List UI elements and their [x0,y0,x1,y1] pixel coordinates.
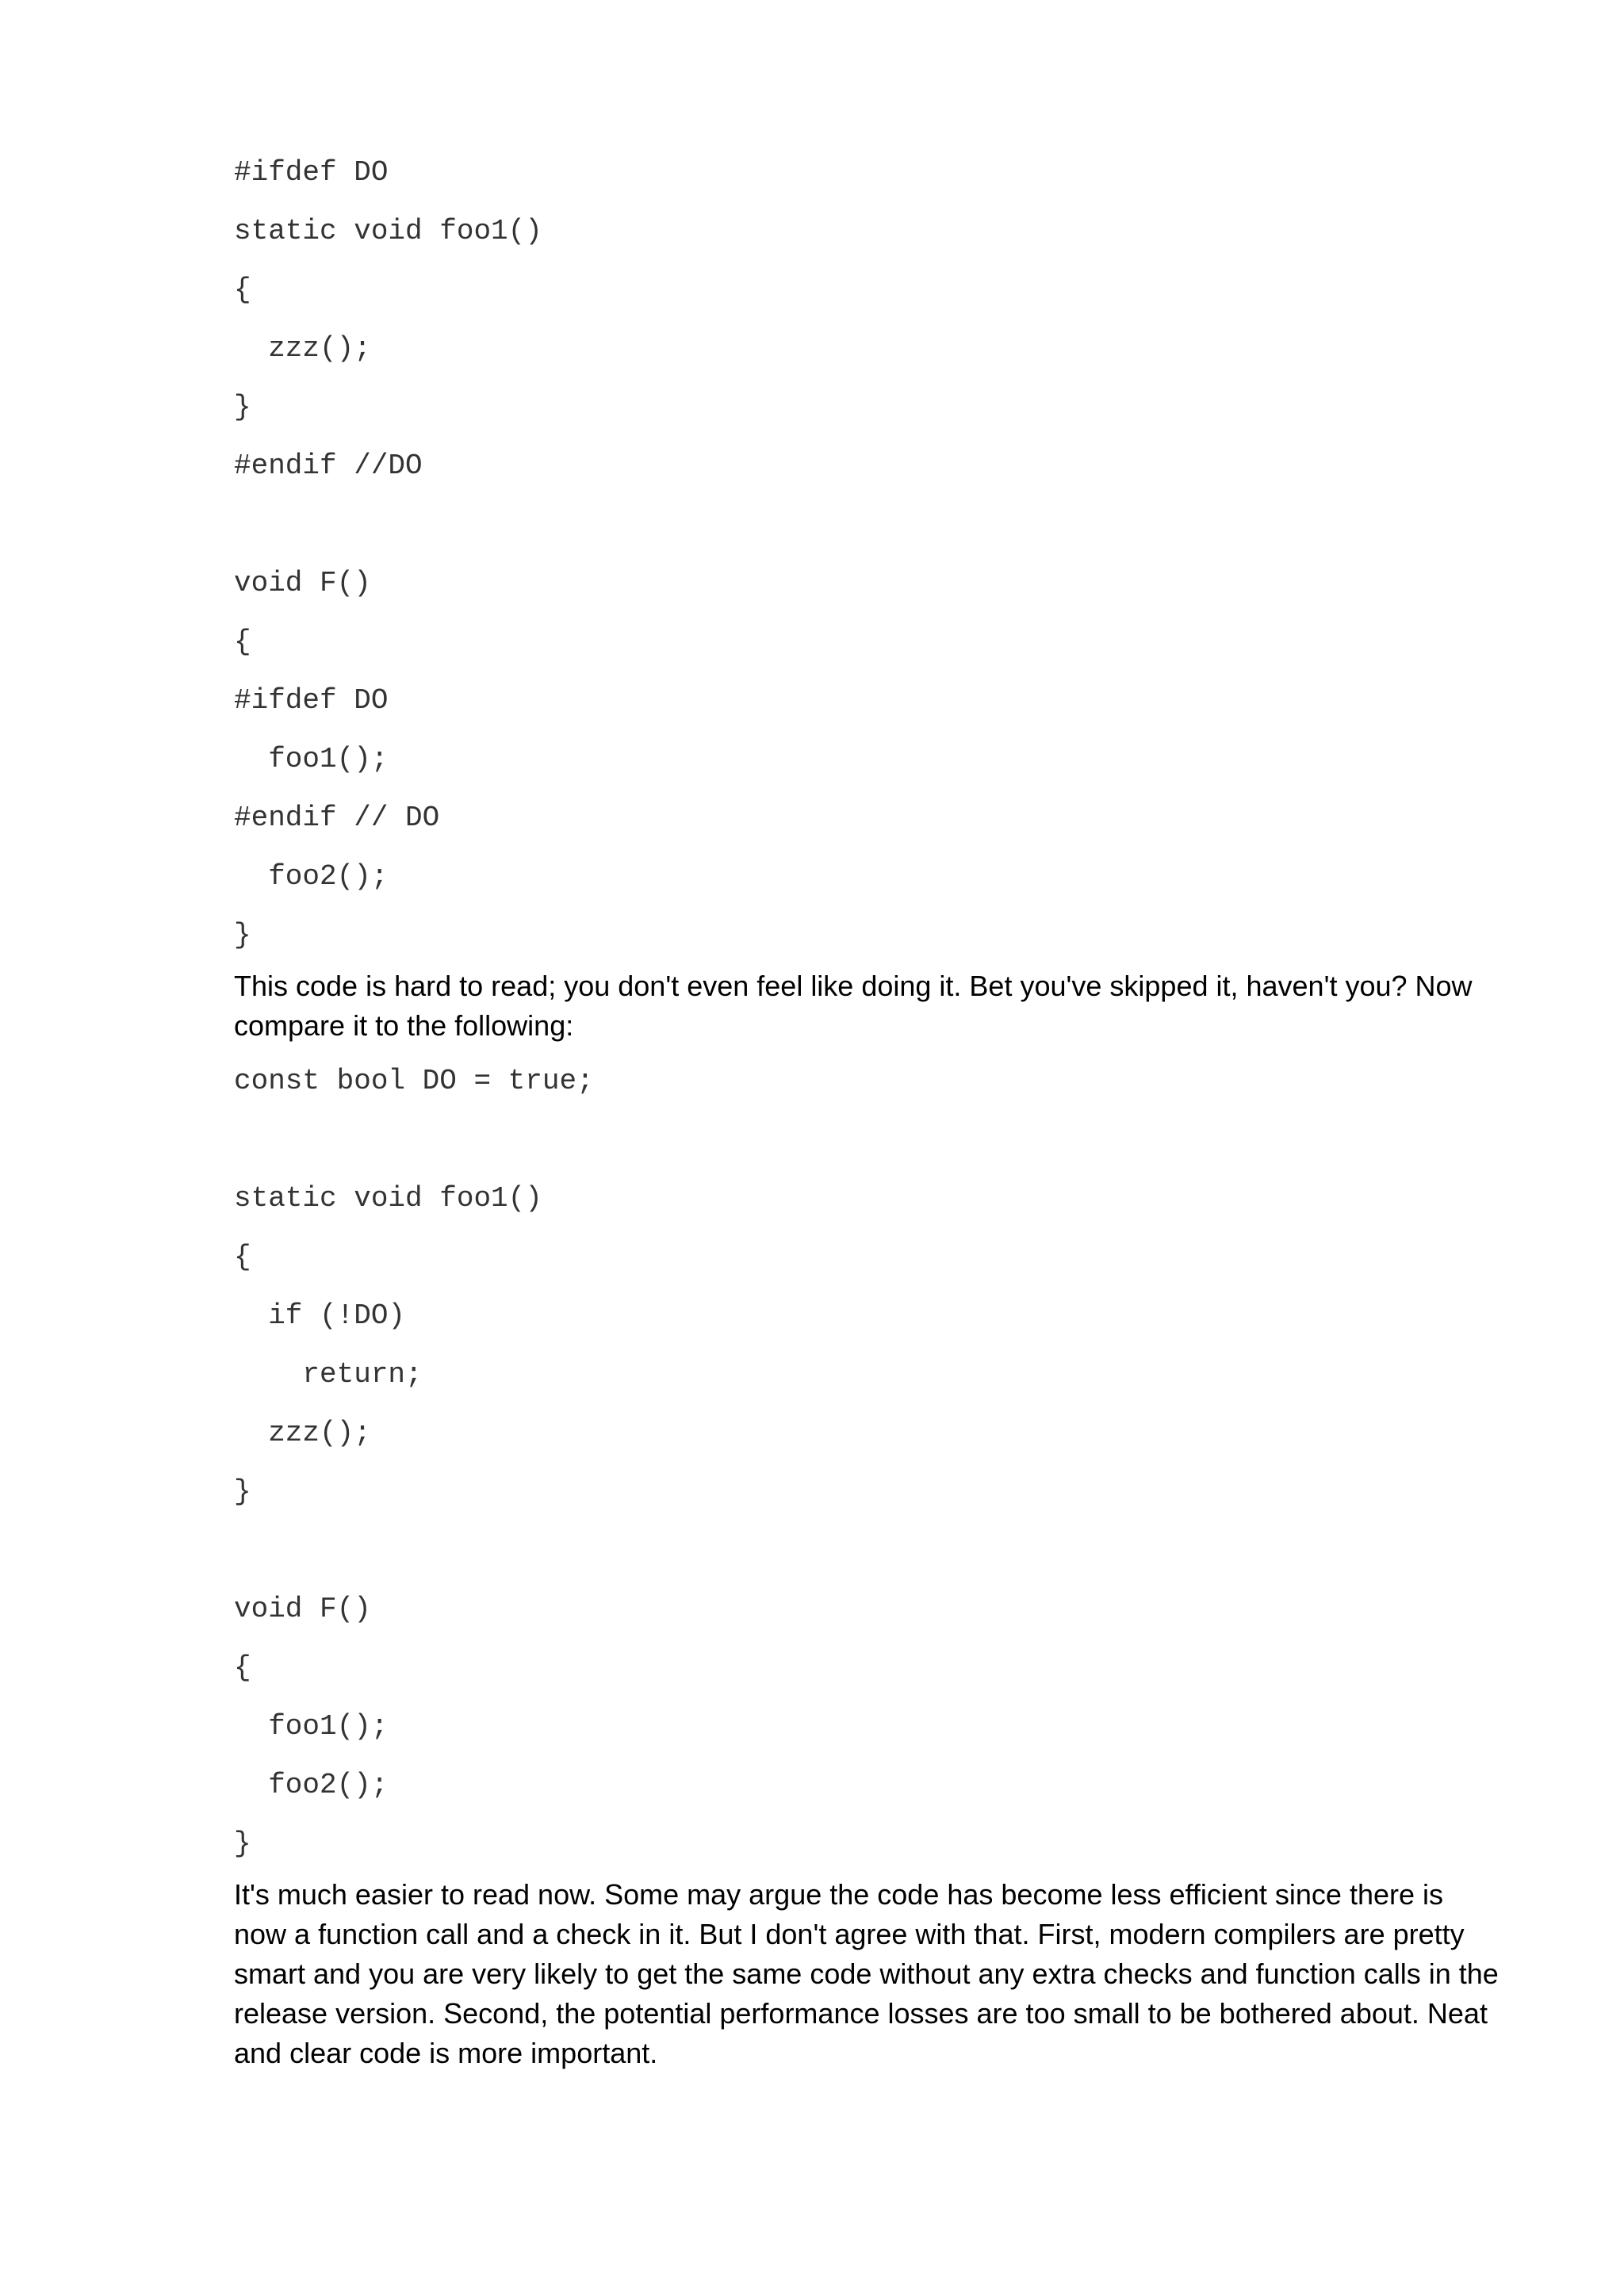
code-line: #endif // DO [234,802,440,834]
document-content [234,0,1503,2073]
paragraph-easier-to-read: It's much easier to read now. Some may argue the code has become less efficient since there is now a function call and a check in it. But I don't agree with that. First, modern compilers are pretty smart and you are very likely to get the same code without any extra checks and function calls in the release version. Second, the potential performance losses are too small to be bothered about. Neat and clear code is more important. [234,1878,1499,2069]
code-line: zzz(); [234,1417,371,1449]
code-line: static void foo1() [234,1182,542,1215]
code-line: foo2(); [234,1769,389,1801]
code-line: return; [234,1358,423,1391]
code-line: { [234,626,251,658]
code-line: { [234,1241,251,1273]
code-line: static void foo1() [234,215,542,247]
code-line-blank [234,1111,1503,1169]
code-line: foo1(); [234,743,389,775]
code-line-blank [234,496,1503,554]
code-line: void F() [234,567,371,599]
code-line: const bool DO = true; [234,1065,594,1097]
code-block-const-bool [234,1052,1503,1873]
code-line: #ifdef DO [234,684,389,717]
code-block-preprocessor [234,144,1503,965]
code-line: void F() [234,1593,371,1625]
code-line: } [234,1475,251,1508]
code-line: { [234,1651,251,1684]
code-line: #endif //DO [234,450,423,482]
code-line: foo2(); [234,860,389,893]
code-line: } [234,391,251,423]
code-line: } [234,1827,251,1860]
code-line: zzz(); [234,332,371,365]
code-line: { [234,274,251,306]
paragraph-hard-to-read: This code is hard to read; you don't even feel like doing it. Bet you've skipped it, haven't you? Now compare it to the following: [234,970,1473,1042]
code-line: if (!DO) [234,1299,406,1332]
code-line-blank [234,1521,1503,1580]
code-line: #ifdef DO [234,156,389,189]
code-line: foo1(); [234,1710,389,1743]
code-line: } [234,919,251,951]
